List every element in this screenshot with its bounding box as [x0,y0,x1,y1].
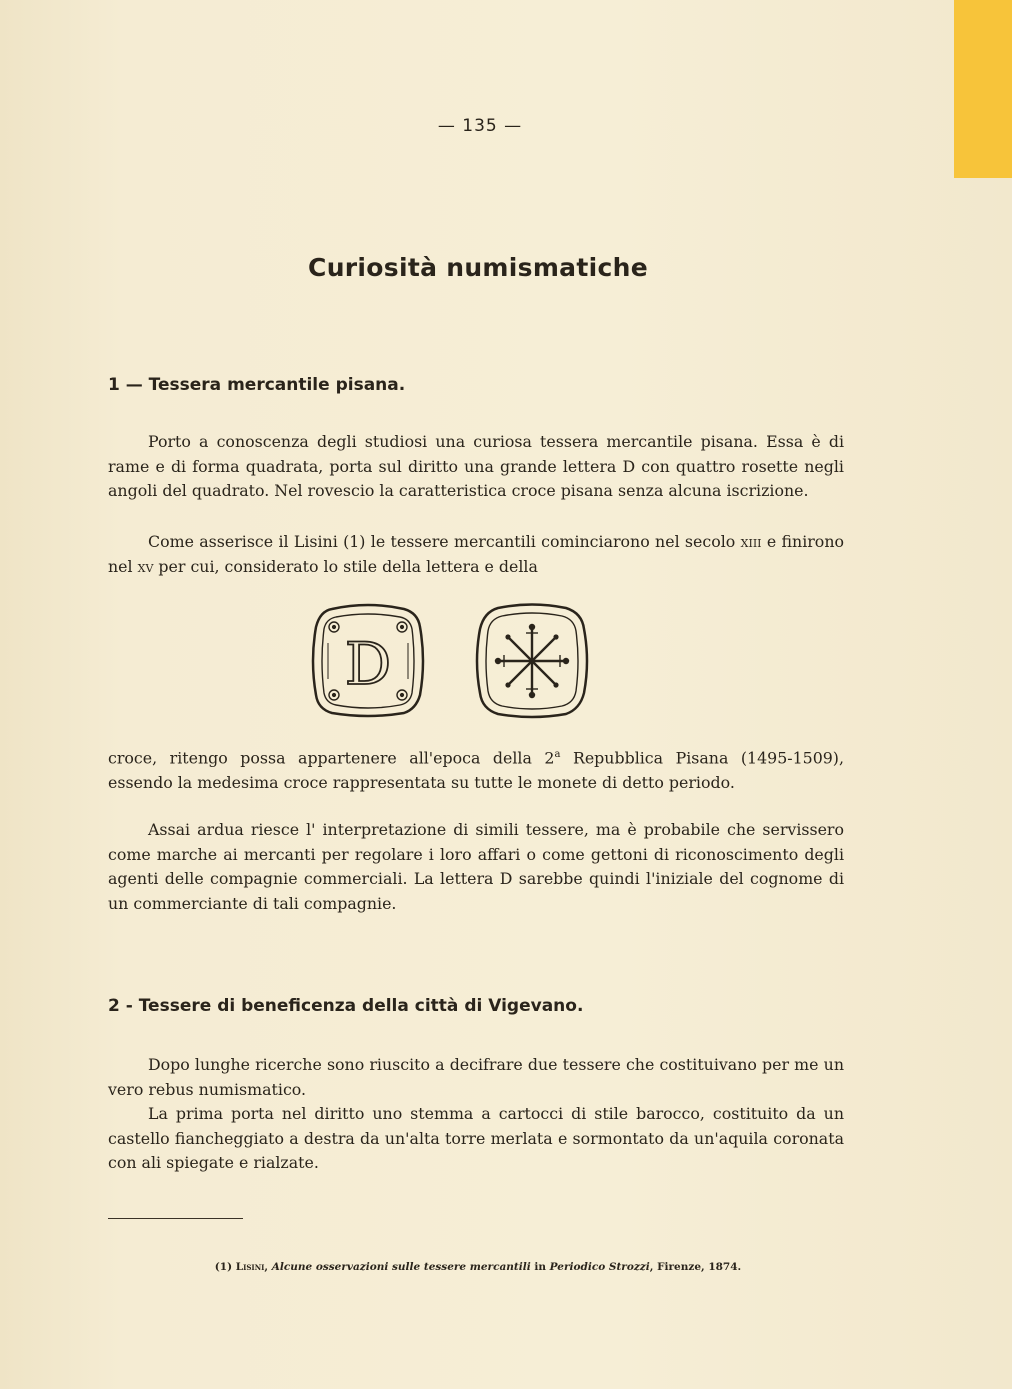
section-1-paragraph-4-text: Assai ardua riesce l' interpretazione di simili tessere, ma è probabile che servissero come marche ai mercanti per regolare i loro affari o come gettoni di riconoscimento degli agenti delle compagnie commerciali. La lettera D sarebbe quindi l'iniziale del cognome di un commerciante di tali compagnie. [108,820,844,913]
section-1-paragraph-1 [108,430,844,504]
section-1-paragraph-1-text: Porto a conoscenza degli studiosi una curiosa tessera mercantile pisana. Essa è di rame e di forma quadrata, porta sul diritto una grande lettera D con quattro rosette negli angoli del quadrato. Nel rovescio la caratteristica croce pisana senza alcuna iscrizione. [108,432,844,500]
para2-text-a: Come asserisce il Lisini (1) le tessere mercantili cominciarono nel secolo [148,532,741,551]
para3-text-a: croce, ritengo possa appartenere all'epoca della 2 [108,748,555,768]
para2-text-c: per cui, considerato lo stile della lettera e della [153,556,538,576]
coin-reverse-pisan-cross [477,605,587,718]
coin-illustrations [310,603,590,719]
para3-text-b: Repubblica Pisana (1495-1509), essendo la medesima croce rappresentata su tutte le monete di detto periodo. [108,748,844,792]
footnote-marker: (1) [214,1261,236,1273]
footnote [0,1261,956,1273]
footnote-place-year: , Firenze, 1874. [649,1261,742,1273]
footnote-separator: , [264,1261,272,1273]
footnote-divider [108,1218,243,1219]
section-2-paragraph-1-text: Dopo lunghe ricerche sono riuscito a decifrare due tessere che costituivano per me un vero rebus numismatico. [108,1055,844,1099]
coin-letter: D [344,630,392,698]
footnote-connector: in [530,1261,550,1273]
section-1-heading: 1 — Tessera mercantile pisana. [108,375,406,395]
section-2-paragraph-1 [108,1053,844,1102]
section-2-paragraph-2-text: La prima porta nel diritto uno stemma a cartocci di stile barocco, costituito da un castello fiancheggiato a destra da un'alta torre merlata e sormontato da un'aquila coronata con ali spiegate e rialzate. [108,1104,844,1172]
footnote-author: Lisini [235,1261,265,1273]
footnote-journal: Periodico Strozzi [549,1261,650,1273]
section-2-heading: 2 - Tessere di beneficenza della città di Vigevano. [108,996,584,1016]
page-number: — 135 — [437,116,523,136]
section-1-paragraph-3 [108,743,844,795]
page-title: Curiosità numismatiche [308,253,648,282]
yellow-bookmark-tab [954,0,1012,178]
century-xv: xv [137,556,154,576]
footnote-work-title: Alcune osservazioni sulle tessere mercantili [271,1261,531,1273]
section-1-paragraph-4 [108,818,844,916]
section-1-paragraph-2 [108,530,844,579]
ordinal-superscript: a [554,749,561,760]
section-2-paragraph-2 [108,1102,844,1176]
century-xiii: xiii [740,532,762,551]
para2-text-b: e finirono nel [108,532,844,576]
